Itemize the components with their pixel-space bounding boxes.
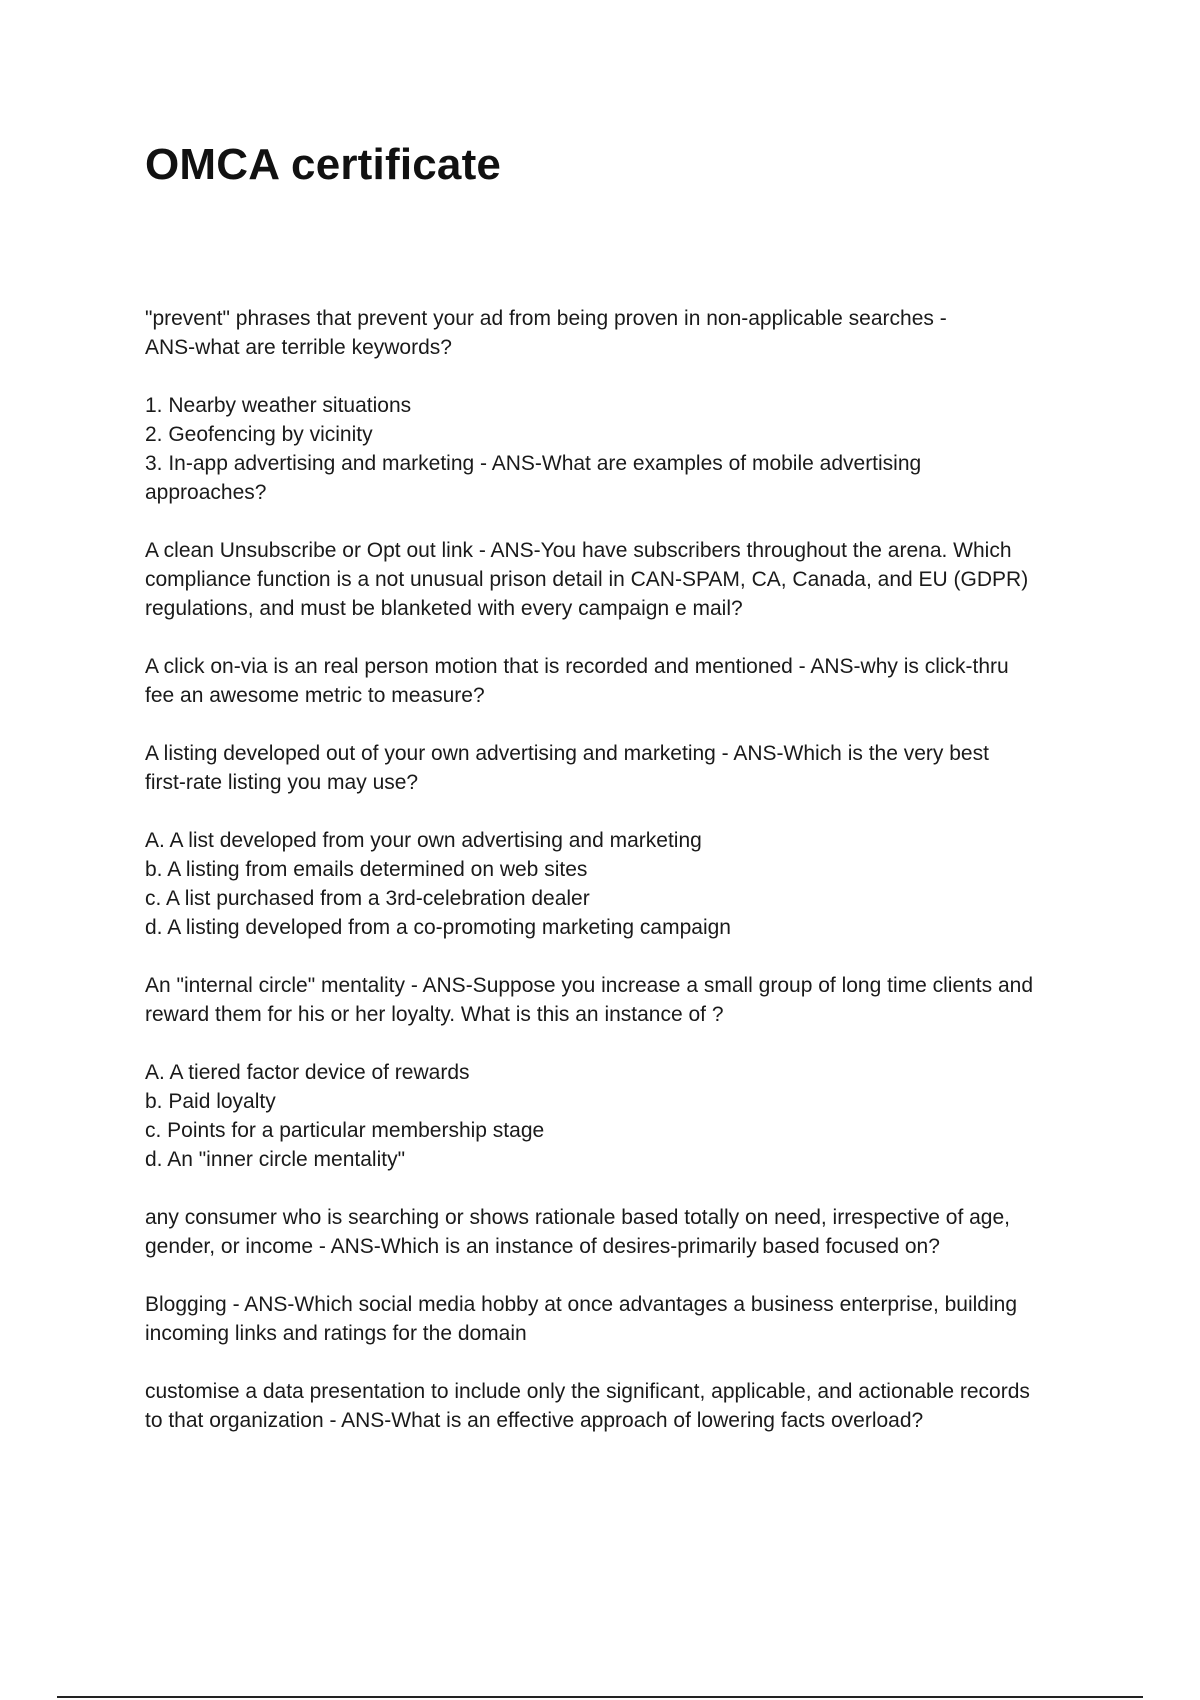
text-line: incoming links and ratings for the domain	[145, 1322, 527, 1345]
text-line: An "internal circle" mentality - ANS-Suppose you increase a small group of long time clients and	[145, 974, 1034, 997]
qa-paragraph	[145, 1203, 1095, 1261]
text-line: approaches?	[145, 481, 267, 504]
text-line: ANS-what are terrible keywords?	[145, 336, 452, 359]
text-line: A listing developed out of your own advertising and marketing - ANS-Which is the very best	[145, 742, 989, 765]
list-item: 1. Nearby weather situations	[145, 394, 412, 417]
text-line: first-rate listing you may use?	[145, 771, 419, 794]
qa-paragraph	[145, 1290, 1095, 1348]
qa-paragraph	[145, 304, 1095, 362]
list-item: 2. Geofencing by vicinity	[145, 423, 373, 446]
text-line: fee an awesome metric to measure?	[145, 684, 485, 707]
list-item: b. Paid loyalty	[145, 1090, 276, 1113]
qa-paragraph	[145, 536, 1095, 623]
qa-paragraph	[145, 1377, 1095, 1435]
text-line: A click on-via is an real person motion that is recorded and mentioned - ANS-why is click-thru	[145, 655, 1009, 678]
list-item: 3. In-app advertising and marketing - ANS-What are examples of mobile advertising	[145, 452, 922, 475]
list-item: A. A tiered factor device of rewards	[145, 1061, 470, 1084]
list-item: d. A listing developed from a co-promoting marketing campaign	[145, 916, 731, 939]
option-list	[145, 1058, 1095, 1174]
text-line: gender, or income - ANS-Which is an instance of desires-primarily based focused on?	[145, 1235, 940, 1258]
text-line: regulations, and must be blanketed with every campaign e mail?	[145, 597, 743, 620]
list-item: c. Points for a particular membership stage	[145, 1119, 545, 1142]
footer-divider	[57, 1696, 1143, 1698]
text-line: to that organization - ANS-What is an effective approach of lowering facts overload?	[145, 1409, 924, 1432]
text-line: "prevent" phrases that prevent your ad from being proven in non-applicable searches -	[145, 307, 947, 330]
text-line: any consumer who is searching or shows rationale based totally on need, irrespective of age,	[145, 1206, 1010, 1229]
text-line: customise a data presentation to include only the significant, applicable, and actionable records	[145, 1380, 1030, 1403]
qa-paragraph	[145, 652, 1095, 710]
text-line: reward them for his or her loyalty. What is this an instance of ?	[145, 1003, 724, 1026]
qa-paragraph	[145, 971, 1095, 1029]
qa-paragraph	[145, 739, 1095, 797]
text-line: Blogging - ANS-Which social media hobby at once advantages a business enterprise, building	[145, 1293, 1018, 1316]
list-item: c. A list purchased from a 3rd-celebration dealer	[145, 887, 590, 910]
text-line: A clean Unsubscribe or Opt out link - ANS-You have subscribers throughout the arena. Which	[145, 539, 1012, 562]
list-item: A. A list developed from your own advertising and marketing	[145, 829, 702, 852]
document-title: OMCA certificate	[145, 140, 502, 189]
text-line: compliance function is a not unusual prison detail in CAN-SPAM, CA, Canada, and EU (GDPR)	[145, 568, 1029, 591]
document-body	[145, 304, 1095, 1464]
option-list	[145, 826, 1095, 942]
list-item: b. A listing from emails determined on web sites	[145, 858, 588, 881]
list-item: d. An "inner circle mentality"	[145, 1148, 406, 1171]
qa-paragraph	[145, 391, 1095, 507]
